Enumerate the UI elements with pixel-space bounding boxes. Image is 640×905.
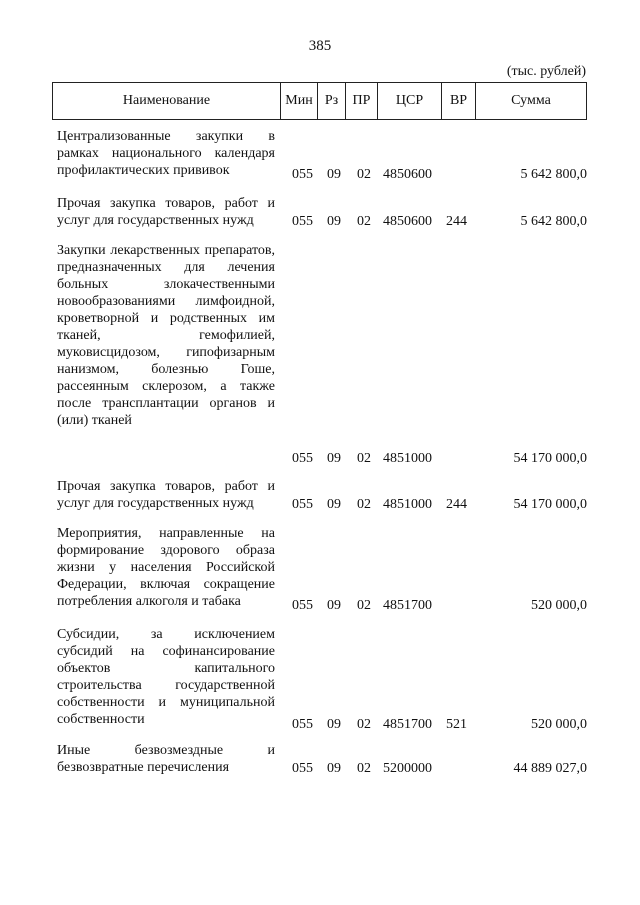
row-pr: 02 bbox=[357, 761, 371, 776]
row-rz: 09 bbox=[327, 451, 341, 466]
table-row bbox=[57, 195, 587, 231]
row-rz: 09 bbox=[327, 598, 341, 613]
row-sum: 5 642 800,0 bbox=[520, 167, 587, 182]
table-row bbox=[57, 128, 587, 184]
row-rz: 09 bbox=[327, 167, 341, 182]
row-pr: 02 bbox=[357, 214, 371, 229]
row-min: 055 bbox=[292, 717, 313, 732]
row-name: Иные безвозмездные и безвозвратные перечисления bbox=[57, 743, 275, 775]
row-min: 055 bbox=[292, 761, 313, 776]
row-sum: 520 000,0 bbox=[531, 598, 587, 613]
row-sum: 54 170 000,0 bbox=[513, 451, 587, 466]
row-min: 055 bbox=[292, 598, 313, 613]
page-number: 385 bbox=[308, 38, 332, 54]
row-csr: 4851000 bbox=[383, 497, 432, 512]
row-sum: 5 642 800,0 bbox=[520, 214, 587, 229]
row-name: Прочая закупка товаров, работ и услуг для государственных нужд bbox=[57, 479, 275, 511]
row-name: Субсидии, за исключением субсидий на софинансирование объектов капитального строительства государственной собственности и муниципальной собственности bbox=[57, 627, 275, 727]
row-rz: 09 bbox=[327, 497, 341, 512]
row-sum: 520 000,0 bbox=[531, 717, 587, 732]
row-csr: 4850600 bbox=[383, 167, 432, 182]
header-csr: ЦСР bbox=[378, 83, 442, 120]
row-vr: 244 bbox=[446, 497, 467, 512]
row-min: 055 bbox=[292, 497, 313, 512]
row-rz: 09 bbox=[327, 214, 341, 229]
row-sum: 54 170 000,0 bbox=[513, 497, 587, 512]
row-vr: 521 bbox=[446, 717, 467, 732]
row-vr: 244 bbox=[446, 214, 467, 229]
header-vr: ВР bbox=[442, 83, 476, 120]
row-min: 055 bbox=[292, 451, 313, 466]
row-pr: 02 bbox=[357, 598, 371, 613]
table-row bbox=[57, 525, 587, 615]
row-csr: 4850600 bbox=[383, 214, 432, 229]
row-pr: 02 bbox=[357, 167, 371, 182]
row-pr: 02 bbox=[357, 451, 371, 466]
header-name: Наименование bbox=[53, 83, 281, 120]
units-label: (тыс. рублей) bbox=[506, 64, 586, 79]
row-name: Закупки лекарственных препаратов, предназначенных для лечения больных злокачественными новообразованиями лимфоидной, кроветворной и родственных им тканей, гемофилией, муковисцидозом, гипофизарным нанизмом, болезнью Гоше, рассеянным склерозом, а также после трансплантации органов и (или) тканей bbox=[57, 243, 275, 428]
table-row bbox=[57, 478, 587, 514]
row-csr: 4851700 bbox=[383, 717, 432, 732]
header-rz: Рз bbox=[318, 83, 346, 120]
row-min: 055 bbox=[292, 214, 313, 229]
row-rz: 09 bbox=[327, 717, 341, 732]
table-row bbox=[57, 626, 587, 734]
row-csr: 4851000 bbox=[383, 451, 432, 466]
row-min: 055 bbox=[292, 167, 313, 182]
header-pr: ПР bbox=[346, 83, 378, 120]
row-pr: 02 bbox=[357, 497, 371, 512]
row-name: Мероприятия, направленные на формирование здорового образа жизни у населения Российской Федерации, включая сокращение потребления алкоголя и табака bbox=[57, 526, 275, 609]
header-min: Мин bbox=[281, 83, 318, 120]
table-row bbox=[57, 242, 587, 468]
header-sum: Сумма bbox=[476, 83, 587, 120]
row-pr: 02 bbox=[357, 717, 371, 732]
table-row bbox=[57, 742, 587, 778]
row-csr: 4851700 bbox=[383, 598, 432, 613]
row-rz: 09 bbox=[327, 761, 341, 776]
row-sum: 44 889 027,0 bbox=[513, 761, 587, 776]
row-csr: 5200000 bbox=[383, 761, 432, 776]
row-name: Прочая закупка товаров, работ и услуг для государственных нужд bbox=[57, 196, 275, 228]
row-name: Централизованные закупки в рамках национального календаря профилактических прививок bbox=[57, 129, 275, 178]
